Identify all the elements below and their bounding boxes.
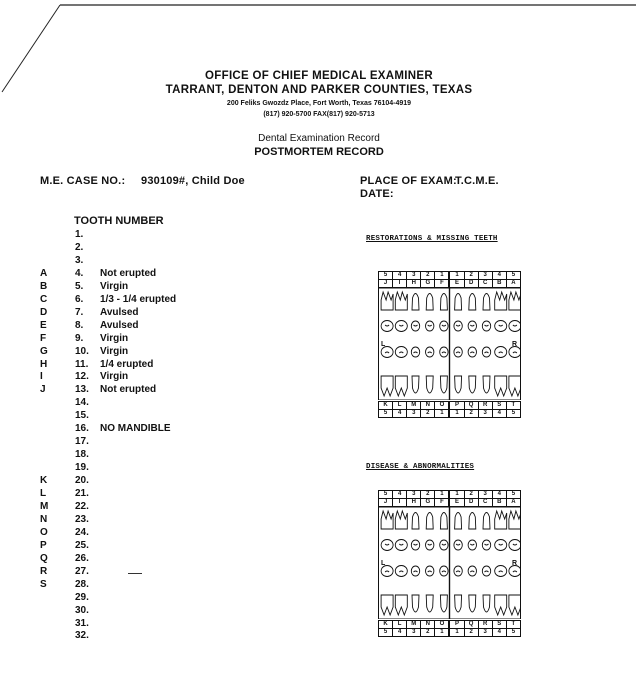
side-left-label: L — [381, 560, 386, 567]
chart-cell: 5 — [379, 491, 393, 498]
tooth-number: 25. — [75, 539, 89, 551]
chart-cell: 3 — [479, 272, 493, 279]
chart-cell: 4 — [393, 272, 407, 279]
tooth-note: NO MANDIBLE — [100, 423, 171, 435]
tooth-number: 18. — [75, 449, 89, 461]
tooth-note: Not erupted — [100, 267, 157, 279]
chart-cell: 2 — [421, 272, 435, 279]
chart-cell: 3 — [407, 410, 421, 417]
side-right-label: R — [512, 560, 518, 567]
disease-heading: DISEASE & ABNORMALITIES — [366, 463, 475, 471]
chart-cell: S — [493, 402, 507, 409]
tooth-number: 10. — [75, 345, 89, 357]
chart-cell: 2 — [465, 410, 479, 417]
tooth-number: 15. — [75, 410, 89, 422]
chart-cell: 2 — [421, 491, 435, 498]
chart-cell: Q — [465, 402, 479, 409]
tooth-number: 2. — [75, 241, 84, 253]
tooth-note: Virgin — [100, 371, 129, 383]
chart-cell: C — [479, 280, 493, 287]
chart-cell: 1 — [450, 491, 464, 498]
tooth-number: 13. — [75, 384, 89, 396]
chart-cell: 4 — [393, 629, 407, 636]
chart-cell: M — [407, 621, 421, 628]
chart-cell: O — [435, 621, 450, 628]
tooth-number: 20. — [75, 475, 89, 487]
chart-cell: 3 — [407, 629, 421, 636]
chart-cell: 1 — [450, 629, 464, 636]
tooth-number: 26. — [75, 552, 89, 564]
tooth-number: 32. — [75, 630, 89, 642]
stray-mark — [128, 573, 142, 574]
chart-cell: O — [435, 402, 450, 409]
chart-cell: K — [379, 621, 393, 628]
chart-cell: F — [435, 280, 450, 287]
chart-cell: 1 — [450, 272, 464, 279]
chart-cell: 3 — [479, 491, 493, 498]
tooth-number: 21. — [75, 488, 89, 499]
chart-cell: 3 — [407, 272, 421, 279]
chart-cell: 5 — [511, 629, 516, 635]
tooth-note: Avulsed — [100, 319, 139, 331]
chart-cell: H — [407, 280, 421, 287]
tooth-number: 29. — [75, 591, 89, 603]
tooth-note: 1/4 erupted — [100, 358, 154, 370]
chart-cell: 5 — [379, 629, 393, 636]
case-number-label: M.E. CASE NO.: — [40, 175, 126, 187]
tooth-letter: D — [40, 306, 48, 318]
chart-cell: F — [435, 499, 450, 506]
place-of-exam-label: PLACE OF EXAM: — [360, 175, 457, 187]
chart-cell: T — [511, 402, 516, 408]
dental-chart-restorations — [378, 271, 521, 417]
chart-cell: 3 — [407, 491, 421, 498]
side-left-label: L — [381, 341, 386, 348]
chart-cell: 5 — [511, 410, 516, 416]
tooth-number: 14. — [75, 397, 89, 409]
phone-line: (817) 920-5700 FAX(817) 920-5713 — [263, 111, 375, 118]
chart-cell: E — [450, 499, 464, 506]
tooth-letter: R — [40, 565, 48, 577]
chart-cell: D — [465, 499, 479, 506]
teeth-diagram — [378, 507, 521, 619]
case-number-value: 930109#, Child Doe — [141, 175, 245, 187]
chart-cell: J — [379, 280, 393, 287]
chart-cell: D — [465, 280, 479, 287]
chart-cell: 4 — [393, 491, 407, 498]
date-label: DATE: — [360, 188, 394, 200]
chart-cell: G — [421, 499, 435, 506]
tooth-letter: B — [40, 280, 48, 292]
chart-cell: I — [393, 280, 407, 287]
chart-cell: A — [511, 280, 516, 286]
chart-cell: 4 — [493, 410, 507, 417]
chart-cell: 2 — [465, 629, 479, 636]
chart-cell: 4 — [493, 491, 507, 498]
tooth-number: 31. — [75, 617, 89, 629]
chart-cell: K — [379, 402, 393, 409]
tooth-letter: O — [40, 526, 48, 538]
chart-cell: C — [479, 499, 493, 506]
tooth-number-header: TOOTH NUMBER — [74, 215, 164, 227]
tooth-note: Virgin — [100, 280, 129, 292]
tooth-letter: C — [40, 293, 48, 305]
restorations-heading: RESTORATIONS & MISSING TEETH — [366, 235, 498, 243]
upper-letter-strip — [378, 279, 521, 288]
dental-chart-disease — [378, 490, 521, 636]
tooth-number: 12. — [75, 371, 89, 383]
chart-cell: L — [393, 621, 407, 628]
tooth-number: 5. — [75, 280, 84, 292]
tooth-number: 9. — [75, 332, 84, 344]
chart-cell: A — [511, 499, 516, 505]
chart-cell: L — [393, 402, 407, 409]
chart-cell: B — [493, 280, 507, 287]
chart-cell: 5 — [511, 491, 516, 497]
chart-cell: E — [450, 280, 464, 287]
tooth-letter: F — [40, 332, 47, 344]
chart-cell: 2 — [465, 272, 479, 279]
chart-cell: R — [479, 621, 493, 628]
tooth-number: 3. — [75, 254, 84, 266]
tooth-number: 8. — [75, 319, 84, 331]
tooth-letter: K — [40, 475, 48, 487]
tooth-number: 23. — [75, 513, 89, 525]
chart-cell: M — [407, 402, 421, 409]
chart-cell: 5 — [379, 410, 393, 417]
tooth-letter: I — [40, 371, 43, 383]
upper-letter-strip — [378, 498, 521, 507]
chart-cell: 1 — [435, 491, 450, 498]
tooth-letter: L — [40, 488, 47, 499]
chart-cell: 3 — [479, 410, 493, 417]
tooth-note: Not erupted — [100, 384, 157, 396]
chart-cell: 4 — [493, 629, 507, 636]
tooth-note: Virgin — [100, 345, 129, 357]
chart-cell: N — [421, 621, 435, 628]
office-title: OFFICE OF CHIEF MEDICAL EXAMINER — [205, 70, 433, 82]
chart-cell: 4 — [493, 272, 507, 279]
chart-cell: 1 — [450, 410, 464, 417]
tooth-number: 24. — [75, 526, 89, 538]
chart-cell: J — [379, 499, 393, 506]
chart-cell: 5 — [379, 272, 393, 279]
tooth-letter: M — [40, 500, 49, 512]
tooth-number: 16. — [75, 423, 89, 435]
lower-number-strip — [378, 409, 521, 418]
chart-cell: 2 — [421, 410, 435, 417]
chart-cell: 1 — [435, 629, 450, 636]
chart-cell: T — [511, 621, 516, 627]
tooth-letter: P — [40, 539, 47, 551]
tooth-letter: H — [40, 358, 48, 370]
chart-cell: 3 — [479, 629, 493, 636]
tooth-note: 1/3 - 1/4 erupted — [100, 293, 177, 305]
record-title: POSTMORTEM RECORD — [254, 146, 384, 158]
chart-cell: R — [479, 402, 493, 409]
tooth-number: 30. — [75, 604, 89, 616]
chart-cell: N — [421, 402, 435, 409]
chart-cell: 2 — [421, 629, 435, 636]
tooth-letter: A — [40, 267, 48, 279]
chart-cell: S — [493, 621, 507, 628]
tooth-number: 27. — [75, 565, 89, 577]
chart-cell: 5 — [511, 272, 516, 278]
chart-cell: 2 — [465, 491, 479, 498]
tooth-letter: N — [40, 513, 48, 525]
tooth-number: 6. — [75, 293, 84, 305]
chart-cell: H — [407, 499, 421, 506]
side-right-label: R — [512, 341, 518, 348]
place-of-exam-value: T.C.M.E. — [455, 175, 499, 187]
tooth-letter: S — [40, 578, 47, 590]
address-line: 200 Feliks Gwozdz Place, Fort Worth, Texas 76104-4919 — [226, 100, 412, 107]
tooth-letter: Q — [40, 552, 48, 564]
record-type: Dental Examination Record — [258, 133, 380, 144]
counties-title: TARRANT, DENTON AND PARKER COUNTIES, TEXAS — [165, 84, 473, 96]
tooth-number: 1. — [75, 229, 84, 240]
chart-cell: B — [493, 499, 507, 506]
chart-cell: 1 — [435, 410, 450, 417]
teeth-diagram — [378, 288, 521, 400]
tooth-number: 28. — [75, 578, 89, 590]
chart-cell: P — [450, 621, 464, 628]
tooth-letter: G — [40, 345, 48, 357]
tooth-number: 22. — [75, 500, 89, 512]
chart-cell: Q — [465, 621, 479, 628]
tooth-number: 19. — [75, 462, 89, 474]
chart-cell: 4 — [393, 410, 407, 417]
tooth-letter: E — [40, 319, 47, 331]
tooth-letter: J — [40, 384, 46, 396]
chart-cell: 1 — [435, 272, 450, 279]
tooth-note: Avulsed — [100, 306, 139, 318]
tooth-number: 17. — [75, 436, 89, 448]
chart-cell: I — [393, 499, 407, 506]
chart-cell: G — [421, 280, 435, 287]
tooth-note: Virgin — [100, 332, 129, 344]
tooth-number: 11. — [75, 358, 89, 370]
tooth-number: 7. — [75, 306, 84, 318]
chart-cell: P — [450, 402, 464, 409]
lower-number-strip — [378, 628, 521, 637]
tooth-number: 4. — [75, 267, 84, 279]
